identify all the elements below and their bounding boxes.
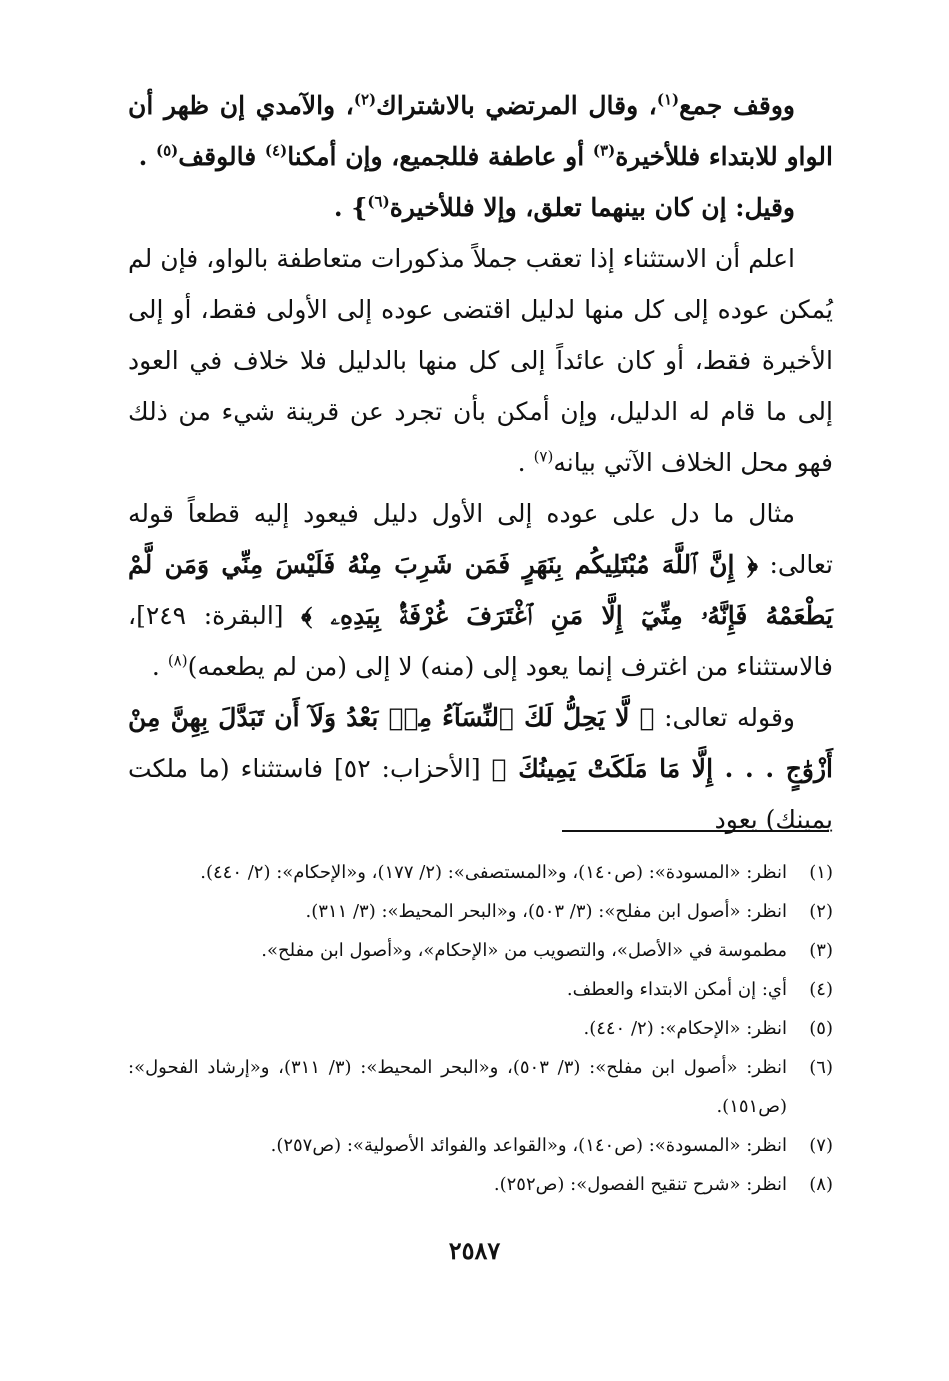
footnote [128, 1126, 833, 1165]
main-text [128, 80, 833, 845]
p1-text-2: ، وقال المرتضي بالاشتراك [376, 91, 657, 120]
footnote-ref-8: (٨) [167, 651, 188, 670]
footnote [128, 853, 833, 892]
quran-verse-ahzab: ﴿ لَّا يَحِلُّ لَكَ ٱلنِّسَآءُ مِنۢ بَعْدُ وَلَآ أَن تَبَدَّلَ بِهِنَّ مِنْ أَزْوَٰجٍ . . . إِلَّا مَا مَلَكَتْ يَمِينُكَ ﴾ [128, 703, 833, 783]
footnote-ref-6: (٦) [367, 192, 390, 211]
footnote [128, 931, 833, 970]
footnote-ref-4: (٤) [264, 141, 288, 160]
footnote-text: انظر: «أصول ابن مفلح»: (٣/ ٥٠٣)، و«البحر المحيط»: (٣/ ٣١١)، و«إرشاد الفحول»: (ص١٥١). [128, 1057, 787, 1117]
footnote-number: (٨) [809, 1174, 833, 1195]
page-number: ٢٥٨٧ [448, 1236, 501, 1265]
footnote-text: انظر: «المسودة»: (ص١٤٠)، و«القواعد والفوائد الأصولية»: (ص٢٥٧). [270, 1135, 787, 1156]
p2-text-2: } . [333, 193, 368, 222]
paragraph-5 [128, 692, 833, 845]
quran-verse-baqarah: ﴿ إِنَّ ٱللَّهَ مُبْتَلِيكُم بِنَهَرٍ فَمَن شَرِبَ مِنْهُ فَلَيْسَ مِنِّي وَمَن لَّمْ يَطْعَمْهُ فَإِنَّهُۥ مِنِّيٓ إِلَّا مَنِ ٱغْتَرَفَ غُرْفَةًۢ بِيَدِهِۦ ﴾ [128, 550, 833, 630]
footnote-text: أي: إن أمكن الابتداء والعطف. [566, 979, 787, 1000]
footnote-number: (٢) [809, 901, 833, 922]
p1-text-3: ، والآمدي إن ظهر أن الواو للابتداء فللأخيرة [128, 91, 833, 171]
footnote [128, 970, 833, 1009]
p2-text-1: وقيل: إن كان بينهما تعلق، وإلا فللأخيرة [389, 193, 795, 222]
p1-text-5: فالوقف [178, 142, 265, 171]
p5-text-2: [الأحزاب: ٥٢] فاستثناء (ما ملكت يمينك) يعود [128, 754, 833, 834]
paragraph-2 [128, 182, 833, 233]
footnote-ref-7: (٧) [533, 447, 554, 466]
footnote-ref-1: (١) [656, 90, 680, 109]
p4-text-1: مثال ما دل على عوده إلى الأول دليل فيعود إليه قطعاً قوله تعالى: [128, 499, 834, 579]
footnote-text: انظر: «أصول ابن مفلح»: (٣/ ٥٠٣)، و«البحر المحيط»: (٣/ ٣١١). [305, 901, 787, 922]
footnote-text: مطموسة في «الأصل»، والتصويب من «الإحكام»، و«أصول ابن مفلح». [261, 940, 787, 961]
footnote [128, 892, 833, 931]
footnote-text: انظر: «شرح تنقيح الفصول»: (ص٢٥٢). [493, 1174, 787, 1195]
p5-text-1: وقوله تعالى: [654, 703, 795, 732]
footnote-number: (١) [809, 862, 833, 883]
footnote-number: (٤) [809, 979, 833, 1000]
footnote-ref-3: (٣) [592, 141, 616, 160]
p4-text-2: [البقرة: ٢٤٩]، فالاستثناء من اغترف إنما يعود إلى (منه) لا إلى (من لم يطعمه) [128, 601, 833, 681]
footnote-ref-5: (٥) [155, 141, 179, 160]
footnote-ref-2: (٢) [353, 90, 377, 109]
footnote-number: (٣) [809, 940, 833, 961]
p4-text-3: . [151, 652, 168, 681]
footnote-number: (٥) [809, 1018, 833, 1039]
footnote-number: (٧) [809, 1135, 833, 1156]
p1-text-1: ووقف جمع [679, 91, 795, 120]
footnotes [128, 853, 833, 1204]
p1-text-6: . [138, 142, 156, 171]
footnote-separator [562, 830, 829, 832]
p1-text-4: أو عاطفة فللجميع، وإن أمكنا [287, 142, 593, 171]
footnote [128, 1165, 833, 1204]
footnote-text: انظر: «الإحكام»: (٢/ ٤٤٠). [583, 1018, 787, 1039]
p3-text: اعلم أن الاستثناء إذا تعقب جملاً مذكورات متعاطفة بالواو، فإن لم يُمكن عوده إلى كل منها لدليل اقتضى عوده إلى الأولى فقط، أو إلى الأخيرة فقط، أو كان عائداً إلى كل منها بالدليل فلا خلاف في العود إلى ما قام له الدليل، وإن أمكن بأن تجرد عن قرينة شيء من ذلك فهو محل الخلاف الآتي بيانه [128, 244, 833, 477]
paragraph-1 [128, 80, 833, 182]
footnote [128, 1048, 833, 1126]
p3-text-end: . [517, 448, 534, 477]
paragraph-4 [128, 488, 833, 692]
paragraph-3 [128, 233, 833, 488]
footnote-number: (٦) [809, 1057, 833, 1078]
footnote-text: انظر: «المسودة»: (ص١٤٠)، و«المستصفى»: (٢/ ١٧٧)، و«الإحكام»: (٢/ ٤٤٠). [200, 862, 787, 883]
footnote [128, 1009, 833, 1048]
